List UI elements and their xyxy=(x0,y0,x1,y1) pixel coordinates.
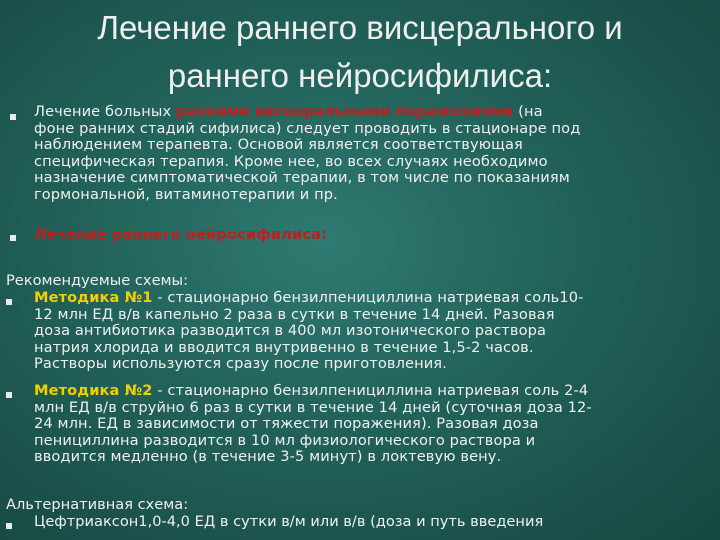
method-1-paragraph xyxy=(34,290,718,373)
item1-rest: (на xyxy=(513,103,543,120)
item1-line: наблюдением терапевта. Основой является соответствующая xyxy=(34,136,523,154)
bullet-icon xyxy=(6,523,12,529)
method-1-line: доза антибиотика разводится в 400 мл изотонического раствора xyxy=(34,322,547,340)
item1-prefix: Лечение больных xyxy=(34,103,176,120)
item1-line: специфическая терапия. Кроме нее, во всех случаях необходимо xyxy=(34,152,548,170)
method-2-rest: - стационарно бензилпенициллина натриевая соль 2-4 xyxy=(152,382,589,399)
alternative-line: Цефтриаксон1,0-4,0 ЕД в сутки в/м или в/в (доза и путь введения xyxy=(34,513,544,530)
treatment-visceral-paragraph xyxy=(34,104,714,204)
bullet-icon xyxy=(10,114,16,120)
alternative-scheme-label: Альтернативная схема: xyxy=(6,496,189,513)
bullet-icon xyxy=(6,392,12,398)
neurosyphilis-heading: Лечение раннего нейросифилиса: xyxy=(34,226,327,243)
item1-line: назначение симптоматической терапии, в том числе по показаниям xyxy=(34,169,570,187)
item1-highlight: ранними висцеральными поражениями xyxy=(176,103,514,120)
method-2-line: 24 млн. ЕД в зависимости от тяжести поражения). Разовая доза xyxy=(34,415,539,433)
item1-line: гормональной, витаминотерапии и пр. xyxy=(34,185,338,203)
bullet-icon xyxy=(10,235,16,241)
title-line-2: раннего нейросифилиса: xyxy=(167,57,553,94)
item1-line: фоне ранних стадий сифилиса) следует проводить в стационаре под xyxy=(34,119,581,137)
method-2-line: млн ЕД в/в струйно 6 раз в сутки в течение 14 дней (суточная доза 12- xyxy=(34,398,592,416)
method-2-paragraph xyxy=(34,383,718,466)
method-2-name: Методика №2 xyxy=(34,382,153,399)
bullet-icon xyxy=(6,299,12,305)
method-2-line: пенициллина разводится в 10 мл физиологического раствора и xyxy=(34,431,536,449)
title-line-1: Лечение раннего висцерального и xyxy=(97,9,623,46)
method-1-line: Растворы используются сразу после приготовления. xyxy=(34,355,447,373)
recommended-schemes-label: Рекомендуемые схемы: xyxy=(6,272,188,289)
slide-title xyxy=(20,4,700,100)
method-1-name: Методика №1 xyxy=(34,289,153,306)
method-1-line: 12 млн ЕД в/в капельно 2 раза в сутки в течение 14 дней. Разовая xyxy=(34,305,555,323)
method-1-line: натрия хлорида и вводится внутривенно в течение 1,5-2 часов. xyxy=(34,338,534,356)
method-1-rest: - стационарно бензилпенициллина натриевая соль10- xyxy=(152,289,584,306)
method-2-line: вводится медленно (в течение 3-5 минут) в локтевую вену. xyxy=(34,448,502,466)
